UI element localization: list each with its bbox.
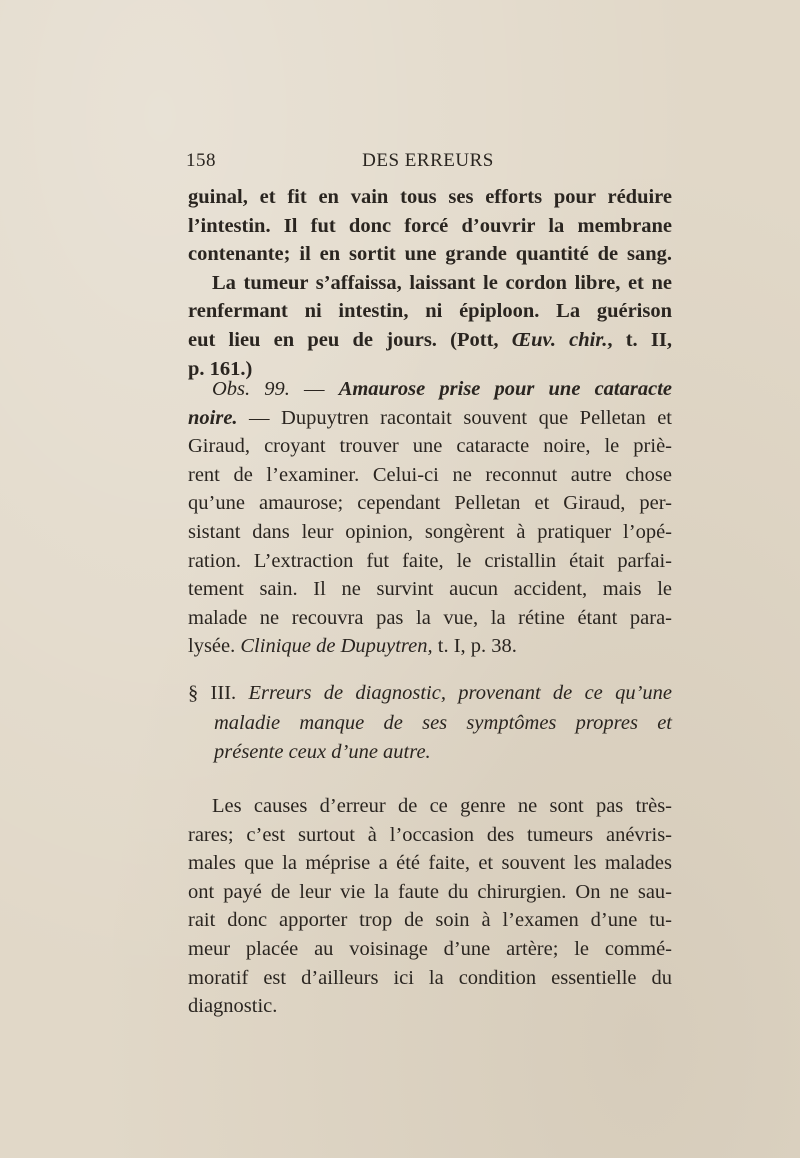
text-line: ont payé de leur vie la faute du chirurgien. On ne sau- <box>188 880 672 903</box>
text-line: La tumeur s’affaissa, laissant le cordon libre, et ne <box>212 271 672 294</box>
observation-label: Obs. 99. <box>212 378 290 400</box>
section-heading-line: présente ceux d’une autre. <box>214 741 431 763</box>
text-line: meur placée au voisinage d’une artère; le commé- <box>188 937 672 960</box>
observation-heading-line <box>188 375 672 404</box>
text-line-citation <box>188 326 672 355</box>
text-line: qu’une amaurose; cependant Pelletan et Giraud, per- <box>188 492 672 515</box>
section-heading-line: maladie manque de ses symptômes propres et <box>214 711 672 734</box>
text-line: rait donc apporter trop de soin à l’examen d’une tu- <box>188 909 672 932</box>
text-line: males que la méprise a été faite, et souvent les malades <box>188 852 672 875</box>
observation-title-end: noire. <box>188 406 238 429</box>
paragraph-aneurysm <box>188 792 672 1021</box>
text-line: sistant dans leur opinion, songèrent à pratiquer l’opé- <box>188 520 672 543</box>
source-line <box>188 632 672 661</box>
page-header <box>186 150 670 178</box>
citation-open: (Pott, <box>436 328 512 351</box>
source-title: Clinique de Dupuytren, <box>240 635 433 658</box>
text-segment: eut lieu en peu de jours. <box>188 328 437 351</box>
observation-title: Amaurose prise pour une cataracte <box>338 378 672 400</box>
observation-dash: — <box>289 378 339 400</box>
text-segment: lysée. <box>188 635 241 658</box>
text-line: moratif est d’ailleurs ici la condition essentielle du <box>188 966 672 989</box>
text-line: rares; c’est surtout à l’occasion des tumeurs anévris- <box>188 823 672 846</box>
text-line: tement sain. Il ne survint aucun accident, mais le <box>188 578 672 601</box>
text-segment: — Dupuytren racontait souvent que Pelletan et <box>237 406 672 429</box>
citation-work: Œuv. chir. <box>511 328 608 351</box>
observation-99 <box>188 375 672 661</box>
page-number: 158 <box>186 150 216 171</box>
text-line: Les causes d’erreur de ce genre ne sont pas très- <box>212 795 672 817</box>
text-line: guinal, et fit en vain tous ses efforts pour réduire <box>188 186 672 208</box>
citation-tail: , t. II, <box>607 328 672 351</box>
text-line: renfermant ni intestin, ni épiploon. La guérison <box>188 300 672 323</box>
source-reference: t. I, p. 38. <box>432 635 517 658</box>
section-heading-line <box>188 679 672 709</box>
observation-line <box>188 404 672 433</box>
text-line: p. 161.) <box>188 357 253 380</box>
running-title: DES ERREURS <box>362 150 494 171</box>
text-line: malade ne recouvra pas la vue, la rétine étant para- <box>188 606 672 629</box>
text-line: diagnostic. <box>188 995 278 1018</box>
text-line: Giraud, croyant trouver une cataracte noire, le priè- <box>188 435 672 458</box>
text-line: l’intestin. Il fut donc forcé d’ouvrir la membrane <box>188 214 672 237</box>
section-number: § III. <box>188 682 237 704</box>
text-line: rent de l’examiner. Celui-ci ne reconnut autre chose <box>188 463 672 486</box>
section-heading <box>188 679 672 768</box>
section-title: Erreurs de diagnostic, provenant de ce qu’une <box>248 682 673 704</box>
text-line: contenante; il en sortit une grande quantité de sang. <box>188 243 672 266</box>
paragraph-hernia-case <box>188 183 672 383</box>
text-line: ration. L’extraction fut faite, le cristallin était parfai- <box>188 549 672 572</box>
